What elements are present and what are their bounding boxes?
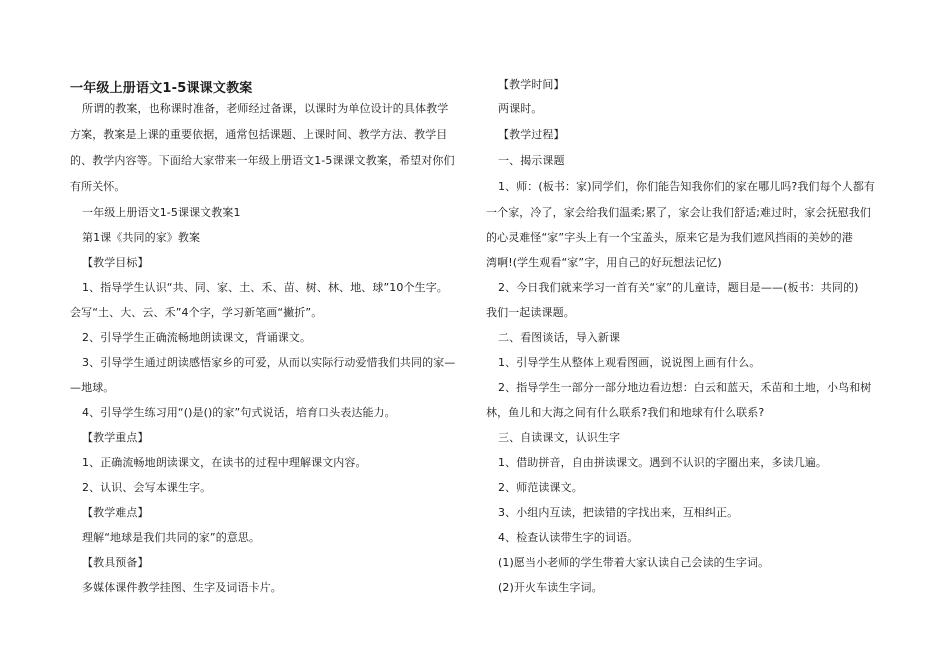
text-line: 1、借助拼音，自由拼读课文。遇到不认识的字圈出来，多读几遍。: [498, 456, 827, 469]
text-line: 2、师范读课文。: [498, 481, 583, 494]
text-line: 4、引导学生练习用“()是()的家”句式说话，培育口头表达能力。: [82, 406, 396, 419]
text-line: 的心灵难怪“家”字头上有一个宝盖头，原来它是为我们遮风挡雨的美妙的港: [486, 231, 853, 244]
text-line: 2、引导学生正确流畅地朗读课文，背诵课文。: [82, 331, 312, 344]
text-line: 3、引导学生通过朗读感悟家乡的可爱，从而以实际行动爱惜我们共同的家—: [82, 356, 456, 369]
bracket-heading: 【教学过程】: [498, 128, 565, 141]
text-line: 我们一起读课题。: [486, 306, 575, 319]
bracket-heading: 【教学难点】: [82, 506, 149, 519]
bracket-heading: 【教具预备】: [82, 556, 149, 569]
text-line: 湾啊!(学生观看“家”字，用自己的好玩想法记忆): [486, 256, 722, 269]
text-line: 2、认识、会写本课生字。: [82, 481, 212, 494]
intro-line: 所谓的教案，也称课时准备，老师经过备课，以课时为单位设计的具体教学: [82, 102, 449, 115]
text-line: 理解“地球是我们共同的家”的意思。: [82, 531, 261, 544]
text-line: 1、正确流畅地朗读课文，在读书的过程中理解课文内容。: [82, 456, 367, 469]
text-line: 1、引导学生从整体上观看图画，说说图上画有什么。: [498, 356, 761, 369]
bracket-heading: 【教学重点】: [82, 431, 149, 444]
lesson-heading: 第1课《共同的家》教案: [82, 231, 201, 244]
intro-line: 有所关怀。: [70, 180, 126, 193]
section-heading: 一年级上册语文1-5课课文教案1: [82, 206, 241, 219]
text-line: 2、指导学生一部分一部分地边看边想：白云和蓝天，禾苗和土地，小鸟和树: [498, 381, 872, 394]
bracket-heading: 【教学目标】: [82, 256, 149, 269]
text-line: 一个家，冷了，家会给我们温柔;累了，家会让我们舒适;难过时，家会抚慰我们: [486, 206, 872, 219]
intro-line: 的、教学内容等。下面给大家带来一年级上册语文1-5课课文教案，希望对你们: [70, 154, 455, 167]
text-line: 3、小组内互读，把读错的字找出来，互相纠正。: [498, 506, 739, 519]
intro-line: 方案，教案是上课的重要依据，通常包括课题、上课时间、教学方法、教学目: [70, 128, 448, 141]
document-title: 一年级上册语文1-5课课文教案: [70, 81, 253, 96]
text-line: 1、指导学生认识“共、同、家、土、禾、苗、树、林、地、球”10个生字。: [82, 281, 448, 294]
text-line: 多媒体课件教学挂图、生字及词语卡片。: [82, 581, 282, 594]
text-line: —地球。: [70, 381, 115, 394]
text-line: 两课时。: [498, 102, 543, 115]
section-heading: 一、揭示课题: [498, 154, 565, 167]
bracket-heading: 【教学时间】: [498, 78, 565, 91]
text-line: 会写“土、大、云、禾”4个字，学习新笔画“撇折”。: [70, 306, 323, 319]
text-line: 4、检查认读带生字的词语。: [498, 531, 639, 544]
section-heading: 二、看图谈话，导入新课: [498, 331, 621, 344]
text-line: 2、今日我们就来学习一首有关“家”的儿童诗，题目是——(板书：共同的): [498, 281, 859, 294]
text-line: (2)开火车读生字词。: [498, 581, 603, 594]
text-line: 林，鱼儿和大海之间有什么联系?我们和地球有什么联系?: [486, 406, 765, 419]
text-line: 1、师：(板书：家)同学们，你们能告知我你们的家在哪儿吗?我们每个人都有: [498, 180, 876, 193]
text-line: (1)愿当小老师的学生带着大家认读自己会读的生字词。: [498, 556, 770, 569]
section-heading: 三、自读课文，认识生字: [498, 431, 621, 444]
